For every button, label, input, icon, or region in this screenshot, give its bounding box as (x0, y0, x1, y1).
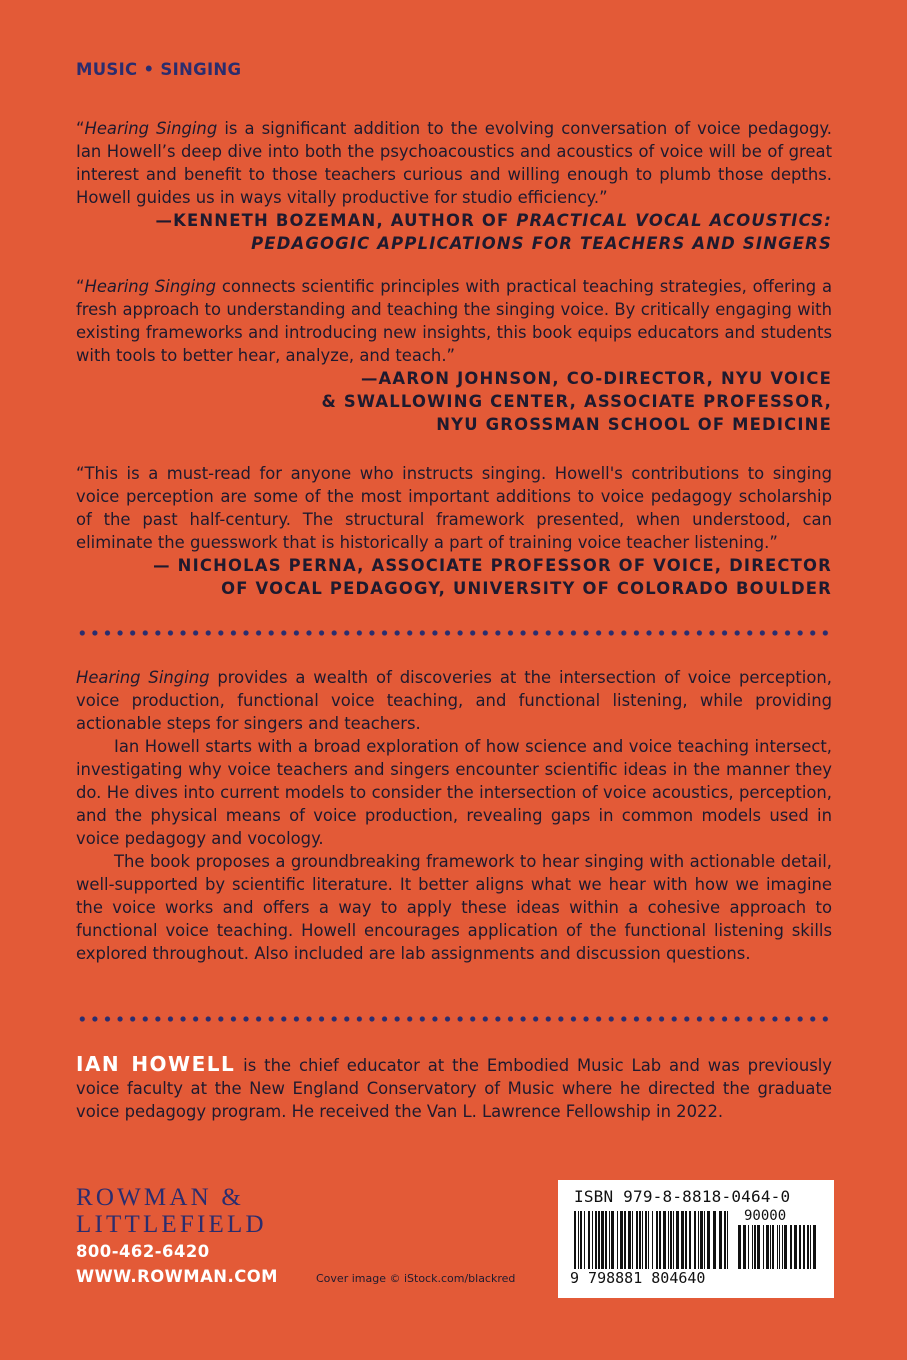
quote-text: “Hearing Singing connects scientific principles with practical teaching strategies, offering a fresh approach to understanding and teaching the singing voice. By critically engaging with existing frameworks and introducing new insights, this book equips educators and students with tools to better hear, analyze, and teach.” (76, 277, 832, 365)
barcode-digits: 9 798881 804640 (570, 1269, 706, 1287)
dotted-divider (76, 630, 832, 636)
barcode-bar (698, 1211, 699, 1269)
publisher-name-line-2: LITTLEFIELD (76, 1211, 267, 1238)
barcode-bar (700, 1211, 703, 1269)
endorsement-quote-2 (66, 275, 832, 436)
endorsement-quote-1 (66, 117, 832, 255)
barcode-bar (772, 1225, 774, 1269)
book-description (76, 666, 832, 965)
barcode-bar (738, 1225, 741, 1269)
barcode-bar (752, 1225, 753, 1269)
book-title: Hearing Singing (84, 277, 216, 296)
barcode-bar (574, 1211, 576, 1269)
barcode-bar (748, 1225, 749, 1269)
barcode-bar (673, 1211, 674, 1269)
barcode-bar (598, 1211, 600, 1269)
description-paragraph: Ian Howell starts with a broad exploration of how science and voice teaching intersect, investigating why voice teachers and singers encounter scientific ideas in the manner they do. He dives into current models to consider the intersection of voice acoustics, perception, and the physical means of voice production, revealing gaps in common models used in voice pedagogy and vocology. (76, 737, 832, 848)
barcode-bar (663, 1211, 666, 1269)
barcode-bar (813, 1225, 816, 1269)
barcode-bar (652, 1211, 653, 1269)
barcode-bar (685, 1211, 687, 1269)
endorsement-quote-3 (66, 462, 832, 600)
barcode-bar (724, 1211, 726, 1269)
barcode-bar (668, 1211, 669, 1269)
barcode-bar (803, 1225, 805, 1269)
quote-attribution-line: NYU GROSSMAN SCHOOL OF MEDICINE (436, 415, 832, 434)
barcode-bar (784, 1225, 787, 1269)
barcode-bar (656, 1211, 658, 1269)
price-addon-code: 90000 (744, 1208, 787, 1224)
barcode-bar (799, 1225, 801, 1269)
barcode-bar (584, 1211, 585, 1269)
barcode-bar (807, 1225, 809, 1269)
description-paragraph: Hearing Singing provides a wealth of discoveries at the intersection of voice perception, voice production, functional voice teaching, and functional listening, while providing actionable steps for singers and teachers. (76, 668, 832, 733)
barcode-bar (694, 1211, 696, 1269)
barcode-bar (595, 1211, 597, 1269)
barcode-bar (707, 1211, 710, 1269)
barcode-bar (628, 1211, 631, 1269)
barcode-bar (689, 1211, 691, 1269)
barcode-bar (763, 1225, 764, 1269)
barcode-bar (794, 1225, 797, 1269)
barcode-bar (782, 1225, 783, 1269)
quote-attribution-line: PEDAGOGIC APPLICATIONS FOR TEACHERS AND SINGERS (251, 234, 832, 253)
quote-attribution: — NICHOLAS PERNA, ASSOCIATE PROFESSOR OF VOICE, DIRECTOR (153, 556, 832, 575)
barcode-bar (719, 1211, 722, 1269)
publisher-website: WWW.ROWMAN.COM (76, 1267, 278, 1286)
isbn-barcode (558, 1180, 834, 1298)
book-title: Hearing Singing (76, 668, 210, 687)
author-name: IAN HOWELL (76, 1052, 236, 1076)
isbn-number: ISBN 979-8-8818-0464-0 (574, 1187, 791, 1206)
barcode-bar (757, 1225, 760, 1269)
barcode-bars-icon (574, 1211, 730, 1269)
barcode-bar (580, 1211, 582, 1269)
barcode-bar (670, 1211, 672, 1269)
barcode-bar (605, 1211, 607, 1269)
quote-text: “Hearing Singing is a significant addition to the evolving conversation of voice pedagogy. Ian Howell’s deep dive into both the psychoacoustics and acoustics of voice will be of great interest and benefit to those teachers curious and willing enough to plumb those depths. Howell guides us in ways vitally productive for studio efficiency.” (76, 119, 832, 207)
barcode-bar (743, 1225, 746, 1269)
barcode-bar (578, 1211, 579, 1269)
quote-attribution: —KENNETH BOZEMAN, AUTHOR OF PRACTICAL VOCAL ACOUSTICS: (155, 211, 832, 230)
quote-attribution-line: & SWALLOWING CENTER, ASSOCIATE PROFESSOR, (321, 392, 832, 411)
barcode-bar (588, 1211, 590, 1269)
dotted-divider (76, 1016, 832, 1022)
barcode-bar (624, 1211, 626, 1269)
barcode-bar (645, 1211, 647, 1269)
barcode-bar (727, 1211, 728, 1269)
book-title: Hearing Singing (84, 119, 218, 138)
quote-text: “This is a must-read for anyone who instructs singing. Howell's contributions to singing voice perception are some of the most important additions to voice pedagogy scholarship of the past half-century. The structural framework presented, when understood, can eliminate the guesswork that is historically a part of training voice teacher listening.” (76, 464, 832, 552)
publisher-logo (76, 1184, 267, 1238)
barcode-bar (779, 1225, 780, 1269)
barcode-bar (810, 1225, 811, 1269)
publisher-name-line-1: ROWMAN & (76, 1184, 244, 1211)
barcode-bar (611, 1211, 614, 1269)
cover-credit: Cover image © iStock.com/blackred (316, 1272, 516, 1285)
barcode-bar (676, 1211, 679, 1269)
barcode-bar (620, 1211, 623, 1269)
barcode-bar (659, 1211, 661, 1269)
quote-attribution: —AARON JOHNSON, CO-DIRECTOR, NYU VOICE (360, 369, 832, 388)
barcode-bar (766, 1225, 769, 1269)
barcode-bar (790, 1225, 792, 1269)
category-label: MUSIC • SINGING (76, 60, 242, 79)
description-paragraph: The book proposes a groundbreaking framework to hear singing with actionable detail, well-supported by scientific literature. It better aligns what we hear with how we imagine the voice works and offers a way to apply these ideas within a cohesive approach to functional voice teaching. Howell encourages application of the functional listening skills explored throughout. Also included are lab assignments and discussion questions. (76, 852, 832, 963)
barcode-bar (636, 1211, 638, 1269)
barcode-bar (704, 1211, 705, 1269)
barcode-bar (770, 1225, 771, 1269)
barcode-bar (648, 1211, 649, 1269)
barcode-bar (681, 1211, 684, 1269)
barcode-bar (713, 1211, 716, 1269)
barcode-bar (601, 1211, 604, 1269)
barcode-bar (777, 1225, 778, 1269)
barcode-bar (617, 1211, 618, 1269)
barcode-bar (642, 1211, 643, 1269)
barcode-bar (632, 1211, 633, 1269)
barcode-bar (754, 1225, 756, 1269)
publisher-phone: 800-462-6420 (76, 1242, 210, 1261)
quote-attribution-line: OF VOCAL PEDAGOGY, UNIVERSITY OF COLORADO BOULDER (221, 579, 832, 598)
author-bio (76, 1053, 832, 1123)
barcode-bar (609, 1211, 610, 1269)
addon-barcode-bars-icon (738, 1225, 818, 1269)
barcode-bar (639, 1211, 641, 1269)
bio-text: is the chief educator at the Embodied Music Lab and was previously voice faculty at the New England Conservatory of Music where he directed the graduate voice pedagogy program. He received the Van L. Lawrence Fellowship in 2022. (76, 1056, 833, 1121)
barcode-bar (592, 1211, 593, 1269)
